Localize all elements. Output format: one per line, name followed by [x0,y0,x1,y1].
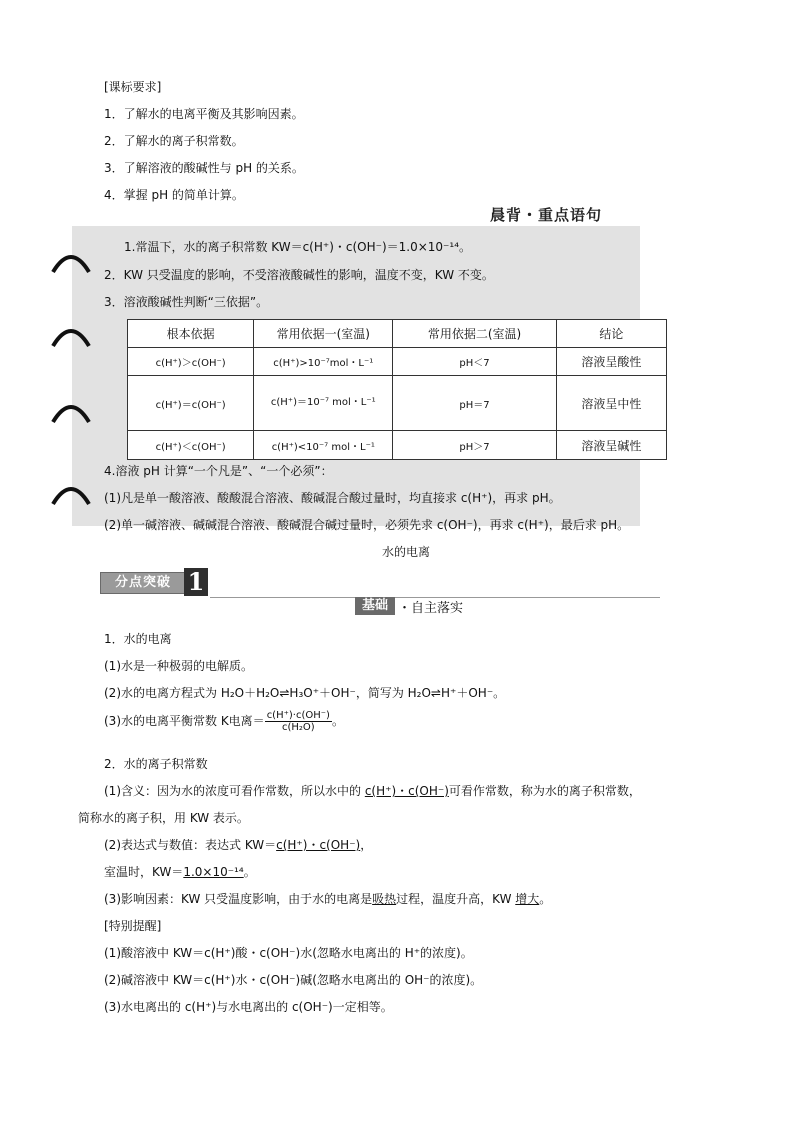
requirements-header: [课标要求] [104,80,162,94]
summary-line: 1.常温下，水的离子积常数 KW＝c(H⁺)・c(OH⁻)＝1.0×10⁻¹⁴。 [124,240,472,254]
blank-answer: c(H⁺)・c(OH⁻) [364,784,449,798]
table-header: 根本依据 [128,320,254,348]
table-cell: c(H⁺)＞c(OH⁻) [128,348,254,376]
table-cell: 溶液呈酸性 [556,348,666,376]
body-paragraph [104,782,641,799]
binder-ring-icon [50,322,92,352]
table-cell: 溶液呈碱性 [556,431,666,460]
body-paragraph [104,836,372,853]
body-heading: 1．水的电离 [104,632,172,646]
body-paragraph [104,710,344,733]
subsection-tag: 基础 [355,597,395,615]
text: (3)影响因素：KW 只受温度影响，由于水的电离是 [104,892,373,906]
table-cell: pH＜7 [393,348,556,376]
body-paragraph [104,863,256,880]
text: (2)表达式与数值：表达式 KW＝ [104,838,277,852]
body-paragraph: (2)水的电离方程式为 H₂O＋H₂O⇌H₃O⁺＋OH⁻，简写为 H₂O⇌H⁺＋OH⁻。 [104,686,506,700]
text: 。 [539,892,552,906]
blank-answer: 增大 [515,892,540,906]
text: 。 [243,865,256,879]
summary-line: (1)凡是单一酸溶液、酸酸混合溶液、酸碱混合酸过量时，均直接求 c(H⁺)，再求 pH。 [104,491,561,505]
summary-line: 2．KW 只受温度的影响，不受溶液酸碱性的影响，温度不变，KW 不变。 [104,268,494,282]
blank-answer: c(H⁺)・c(OH⁻) [276,838,361,852]
summary-line: (2)单一碱溶液、碱碱混合溶液、酸碱混合碱过量时，必须先求 c(OH⁻)，再求 c(H⁺)，最后求 pH。 [104,518,630,532]
section-banner [100,568,208,596]
fraction [265,710,332,733]
text: 过程，温度升高，KW [396,892,516,906]
requirement-item: 2．了解水的离子积常数。 [104,134,244,148]
banner-label: 分点突破 [100,572,186,594]
tip-header: [特别提醒] [104,919,162,933]
table-cell: c(H⁺)＝c(OH⁻) [128,376,254,431]
body-paragraph: 简称水的离子积，用 KW 表示。 [78,811,249,825]
section-title: 水的电离 [382,545,431,559]
summary-line: 3．溶液酸碱性判断“三依据”。 [104,295,269,309]
text: 。 [331,714,344,728]
table-cell: c(H⁺)＝10⁻⁷ mol・L⁻¹ [254,376,393,431]
summary-title: 晨背・重点语句 [490,206,603,224]
tip-line: (1)酸溶液中 KW＝c(H⁺)酸・c(OH⁻)水(忽略水电离出的 H⁺的浓度)。 [104,946,473,960]
blank-answer: 吸热 [372,892,397,906]
binder-ring-icon [50,398,92,428]
fraction-denominator: c(H₂O) [281,722,315,733]
table-header: 常用依据二(室温) [393,320,556,348]
table-header: 常用依据一(室温) [254,320,393,348]
binder-ring-icon [50,480,92,510]
text: (3)水的电离平衡常数 K电离＝ [104,714,265,728]
text: (1)含义：因为水的浓度可看作常数，所以水中的 [104,784,365,798]
text: ， [360,838,373,852]
fraction-numerator: c(H⁺)·c(OH⁻) [266,710,330,721]
table-cell: pH＞7 [393,431,556,460]
body-paragraph [104,890,551,907]
body-paragraph: (1)水是一种极弱的电解质。 [104,659,253,673]
table-header: 结论 [556,320,666,348]
acidity-table [127,319,667,460]
table-cell: c(H⁺)>10⁻⁷mol・L⁻¹ [254,348,393,376]
requirement-item: 4．掌握 pH 的简单计算。 [104,188,244,202]
text: 可看作常数，称为水的离子积常数， [448,784,641,798]
text: 室温时，KW＝ [104,865,184,879]
table-cell: c(H⁺)<10⁻⁷ mol・L⁻¹ [254,431,393,460]
subsection-label: ・自主落实 [398,601,464,616]
body-heading: 2．水的离子积常数 [104,757,208,771]
banner-number: 1 [184,568,208,596]
blank-answer: 1.0×10⁻¹⁴ [183,865,244,879]
table-cell: c(H⁺)＜c(OH⁻) [128,431,254,460]
requirement-item: 3．了解溶液的酸碱性与 pH 的关系。 [104,161,304,175]
requirement-item: 1．了解水的电离平衡及其影响因素。 [104,107,304,121]
table-cell: 溶液呈中性 [556,376,666,431]
binder-ring-icon [50,248,92,278]
summary-line: 4.溶液 pH 计算“一个凡是”、“一个必须”： [104,464,333,478]
tip-line: (3)水电离出的 c(H⁺)与水电离出的 c(OH⁻)一定相等。 [104,1000,393,1014]
tip-line: (2)碱溶液中 KW＝c(H⁺)水・c(OH⁻)碱(忽略水电离出的 OH⁻的浓度)。 [104,973,483,987]
table-cell: pH＝7 [393,376,556,431]
